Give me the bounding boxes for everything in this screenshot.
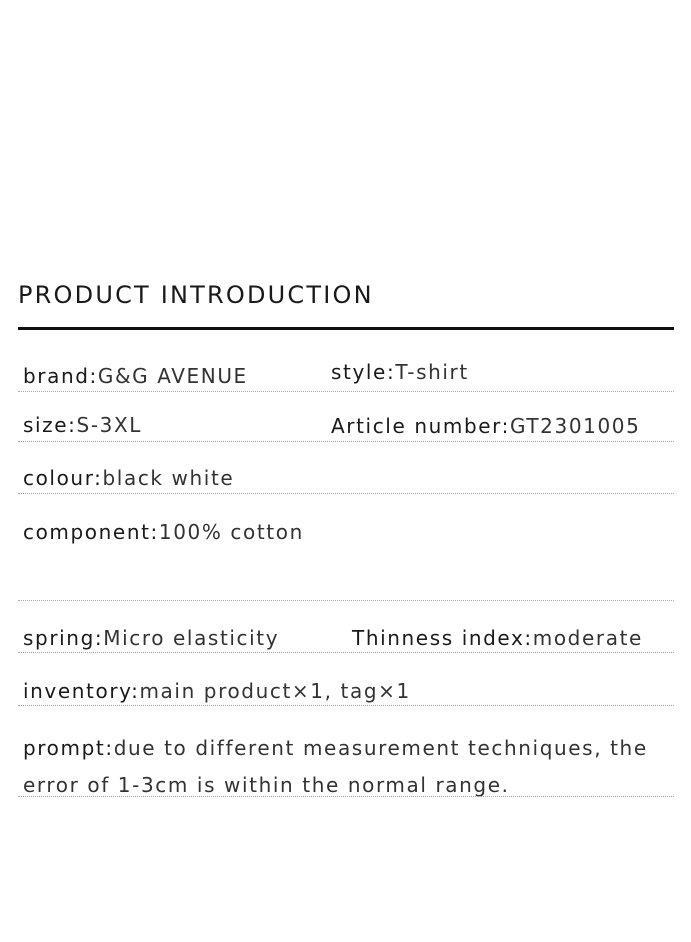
row-divider — [18, 600, 674, 601]
inventory-field — [23, 679, 411, 703]
prompt-field — [23, 730, 673, 804]
style-field — [331, 360, 469, 384]
thinness-field — [352, 626, 643, 650]
style-label: style: — [331, 360, 396, 384]
inventory-label: inventory: — [23, 679, 140, 703]
row-divider — [18, 796, 674, 797]
brand-field — [23, 364, 248, 388]
row-divider — [18, 441, 674, 442]
row-divider — [18, 493, 674, 494]
section-heading: PRODUCT INTRODUCTION — [18, 281, 374, 309]
thinness-value: moderate — [532, 626, 643, 650]
brand-label: brand: — [23, 364, 98, 388]
colour-value: black white — [102, 466, 235, 490]
article-number-field — [331, 414, 640, 438]
heading-rule — [18, 327, 674, 330]
colour-field — [23, 466, 234, 490]
prompt-value: due to different measurement techniques, the error of 1-3cm is within the normal range. — [23, 736, 648, 797]
component-label: component: — [23, 520, 159, 544]
inventory-value: main product×1, tag×1 — [139, 679, 411, 703]
prompt-label: prompt: — [23, 736, 114, 760]
article-number-label: Article number: — [331, 414, 510, 438]
spring-field — [23, 626, 279, 650]
row-divider — [18, 652, 674, 653]
component-value: 100% cotton — [158, 520, 304, 544]
spring-value: Micro elasticity — [103, 626, 280, 650]
spring-label: spring: — [23, 626, 104, 650]
colour-label: colour: — [23, 466, 103, 490]
brand-value: G&G AVENUE — [97, 364, 248, 388]
row-divider — [18, 391, 674, 392]
thinness-label: Thinness index: — [352, 626, 533, 650]
article-number-value: GT2301005 — [509, 414, 641, 438]
size-field — [23, 413, 142, 437]
style-value: T-shirt — [395, 360, 469, 384]
size-label: size: — [23, 413, 77, 437]
size-value: S-3XL — [76, 413, 143, 437]
component-field — [23, 520, 304, 544]
row-divider — [18, 705, 674, 706]
